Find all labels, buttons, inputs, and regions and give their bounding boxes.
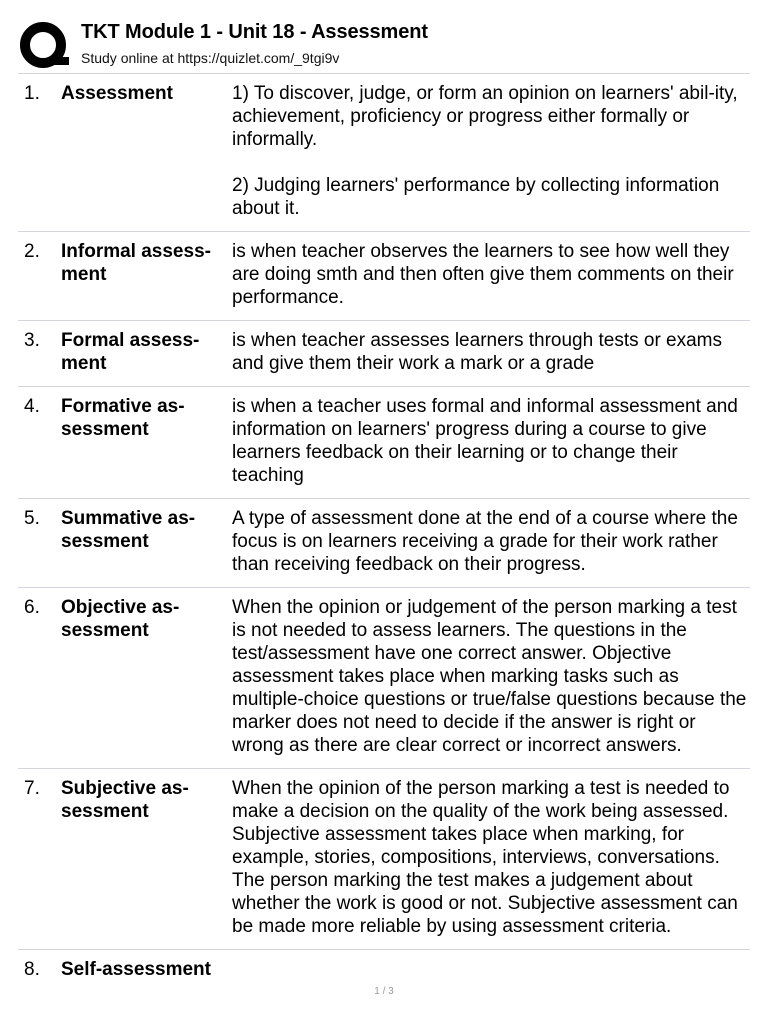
flashcard-row: [18, 386, 750, 498]
card-number: 3.: [24, 330, 40, 351]
card-number: 1.: [24, 83, 40, 104]
card-definition: is when a teacher uses formal and informal assessment and information on learners' progress during a course to give learners feedback on their learning or to change their teaching: [232, 396, 738, 486]
flashcard-list: [18, 73, 750, 992]
card-number: 6.: [24, 597, 40, 618]
card-term: Assessment: [61, 83, 173, 104]
flashcard-row: [18, 320, 750, 386]
flashcard-row: [18, 498, 750, 587]
flashcard-row: [18, 587, 750, 768]
card-term: Summative as-sessment: [61, 508, 196, 552]
flashcard-row: [18, 231, 750, 320]
card-number: 2.: [24, 241, 40, 262]
card-definition: When the opinion or judgement of the person marking a test is not needed to assess learners. The questions in the test/assessment have one correct answer. Objective assessment takes place when marking tasks such as multiple-choice questions or true/false questions because the marker does not need to decide if the answer is right or wrong as there are clear correct or incorrect answers.: [232, 597, 747, 756]
flashcard-row: [18, 73, 750, 231]
flashcard-row: [18, 768, 750, 949]
card-definition: 1) To discover, judge, or form an opinion on learners' abil-ity, achievement, proficiency or progress either formally or informally. 2) Judging learners' performance by collecting information about it.: [232, 83, 738, 219]
card-number: 8.: [24, 959, 40, 980]
card-number: 4.: [24, 396, 40, 417]
card-term: Subjective as-sessment: [61, 778, 189, 822]
page-title: TKT Module 1 - Unit 18 - Assessment: [81, 21, 428, 43]
card-number: 7.: [24, 778, 40, 799]
card-term: Formal assess-ment: [61, 330, 200, 374]
page-header: [0, 0, 768, 75]
card-term: Formative as-sessment: [61, 396, 185, 440]
quizlet-q-logo-icon: [18, 20, 70, 72]
page-indicator: 1 / 3: [374, 986, 394, 997]
card-term: Self-assessment: [61, 959, 211, 980]
card-number: 5.: [24, 508, 40, 529]
card-definition: [232, 958, 750, 981]
card-definition: is when teacher assesses learners through tests or exams and give them their work a mark or a grade: [232, 330, 723, 374]
card-term: Objective as-sessment: [61, 597, 180, 641]
card-definition: is when teacher observes the learners to see how well they are doing smth and then often give them comments on their performance.: [232, 241, 734, 308]
card-definition: When the opinion of the person marking a test is needed to make a decision on the quality of the work being assessed. Subjective assessment takes place when marking, for example, stories, compositions, interviews, conversations. The person marking the test makes a judgement about whether the work is good or not. Subjective assessment can be made more reliable by using assessment criteria.: [232, 778, 738, 937]
card-term: Informal assess-ment: [61, 241, 211, 285]
card-definition: A type of assessment done at the end of a course where the focus is on learners receiving a grade for their work rather than receiving feedback on their progress.: [232, 508, 738, 575]
page-subtitle: Study online at https://quizlet.com/_9tgi9v: [81, 50, 340, 66]
